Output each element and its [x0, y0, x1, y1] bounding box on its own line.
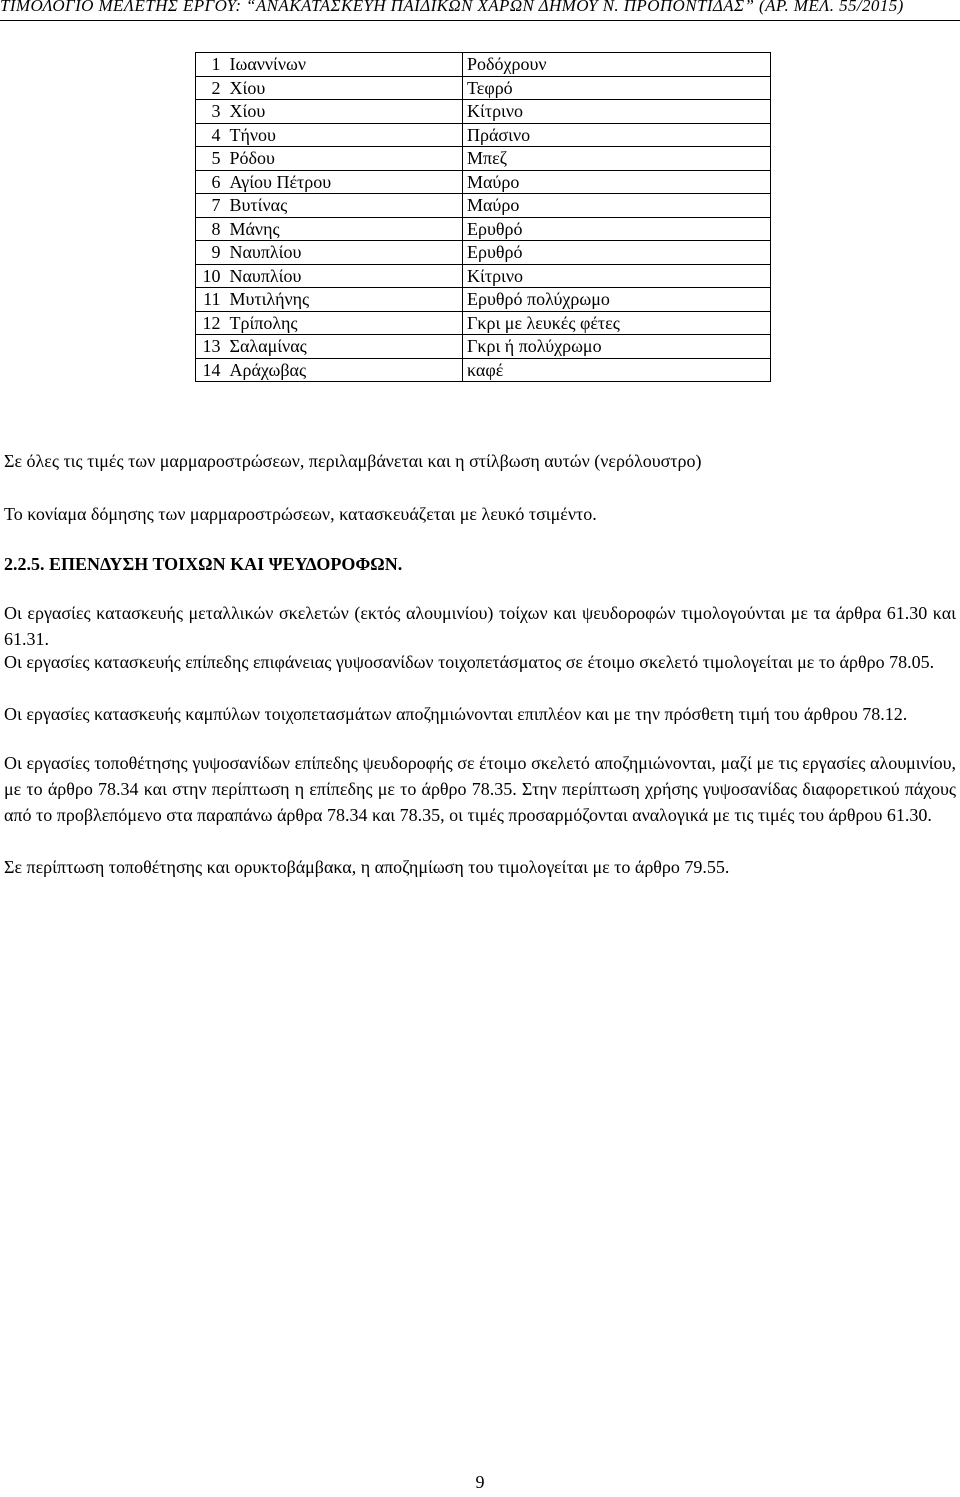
marble-color: Μαύρο — [463, 170, 771, 194]
page-number: 9 — [475, 1472, 485, 1492]
quarry-name: Αράχωβας — [226, 358, 463, 382]
table-row — [196, 123, 771, 147]
table-row — [196, 53, 771, 77]
marble-color: Γκρι με λευκές φέτες — [463, 311, 771, 335]
quarry-name: Αγίου Πέτρου — [226, 170, 463, 194]
quarry-name: Ιωαννίνων — [226, 53, 463, 77]
table-row — [196, 311, 771, 335]
quarry-name: Μάνης — [226, 217, 463, 241]
row-number: 9 — [196, 241, 226, 265]
paragraph-mineral-wool: Σε περίπτωση τοποθέτησης και ορυκτοβάμβακα, η αποζημίωση του τιμολογείται με το άρθρο 79.55. — [4, 857, 730, 877]
marble-color: Μαύρο — [463, 194, 771, 218]
marble-color: Ερυθρό — [463, 241, 771, 265]
row-number: 7 — [196, 194, 226, 218]
row-number: 2 — [196, 76, 226, 100]
table-row — [196, 170, 771, 194]
marble-color: Μπεζ — [463, 147, 771, 171]
row-number: 8 — [196, 217, 226, 241]
table-body — [196, 53, 771, 382]
row-number: 3 — [196, 100, 226, 124]
table-row — [196, 335, 771, 359]
quarry-name: Χίου — [226, 76, 463, 100]
marble-color: Ερυθρό πολύχρωμο — [463, 288, 771, 312]
header-rule — [0, 20, 960, 21]
quarry-name: Τρίπολης — [226, 311, 463, 335]
quarry-name: Μυτιλήνης — [226, 288, 463, 312]
quarry-name: Τήνου — [226, 123, 463, 147]
marble-color: Τεφρό — [463, 76, 771, 100]
row-number: 4 — [196, 123, 226, 147]
row-number: 12 — [196, 311, 226, 335]
row-number: 5 — [196, 147, 226, 171]
quarry-name: Βυτίνας — [226, 194, 463, 218]
table-row — [196, 288, 771, 312]
table-row — [196, 147, 771, 171]
paragraph-metal-frames: Οι εργασίες κατασκευής μεταλλικών σκελετών (εκτός αλουμινίου) τοίχων και ψευδοροφών τιμολογούνται με τα άρθρα 61.30 και 61.31. — [4, 603, 956, 649]
table-row — [196, 217, 771, 241]
paragraph-ceiling: Οι εργασίες τοποθέτησης γυψοσανίδων επίπεδης ψευδοροφής σε έτοιμο σκελετό αποζημιώνονται, μαζί με τις εργασίες αλουμινίου, με το άρθρο 78.34 και στην περίπτωση η επίπεδης με το άρθρο 78.35. Στην περίπτωση χρήσης γυψοσανίδας διαφορετικού πάχους από το προβλεπόμενο στα παραπάνω άρθρα 78.34 και 78.35, οι τιμές προσαρμόζονται αναλογικά με τις τιμές του άρθρου 61.30. — [4, 753, 956, 825]
row-number: 13 — [196, 335, 226, 359]
page-header: ΤΙΜΟΛΟΓΙΟ ΜΕΛΕΤΗΣ ΕΡΓΟΥ: “ΑΝΑΚΑΤΑΣΚΕΥΗ ΠΑΙΔΙΚΩΝ ΧΑΡΩΝ ΔΗΜΟΥ Ν. ΠΡΟΠΟΝΤΙΔΑΣ” (ΑΡ. ΜΕΛ. 55/2015) — [0, 0, 904, 15]
row-number: 10 — [196, 264, 226, 288]
section-heading: 2.2.5. ΕΠΕΝΔΥΣΗ ΤΟΙΧΩΝ ΚΑΙ ΨΕΥΔΟΡΟΦΩΝ. — [4, 554, 403, 574]
table-row — [196, 264, 771, 288]
marble-color: Ερυθρό — [463, 217, 771, 241]
table-row — [196, 76, 771, 100]
paragraph-wall-panels: Οι εργασίες κατασκευής επίπεδης επιφάνειας γυψοσανίδων τοιχοπετάσματος σε έτοιμο σκελετό τιμολογείται με το άρθρο 78.05. — [4, 652, 935, 672]
note-polishing: Σε όλες τις τιμές των μαρμαροστρώσεων, περιλαμβάνεται και η στίλβωση αυτών (νερόλουστρο) — [4, 451, 702, 471]
row-number: 11 — [196, 288, 226, 312]
quarry-name: Ρόδου — [226, 147, 463, 171]
row-number: 14 — [196, 358, 226, 382]
quarry-name: Σαλαμίνας — [226, 335, 463, 359]
table-row — [196, 100, 771, 124]
table-row — [196, 358, 771, 382]
quarry-name: Ναυπλίου — [226, 241, 463, 265]
table-row — [196, 241, 771, 265]
marble-types-table — [195, 52, 771, 382]
marble-color: Ροδόχρουν — [463, 53, 771, 77]
marble-color: Κίτρινο — [463, 100, 771, 124]
row-number: 6 — [196, 170, 226, 194]
quarry-name: Ναυπλίου — [226, 264, 463, 288]
table-row — [196, 194, 771, 218]
marble-color: καφέ — [463, 358, 771, 382]
marble-color: Πράσινο — [463, 123, 771, 147]
paragraph-curved-panels: Οι εργασίες κατασκευής καμπύλων τοιχοπετασμάτων αποζημιώνονται επιπλέον και με την πρόσθετη τιμή του άρθρου 78.12. — [4, 704, 908, 724]
row-number: 1 — [196, 53, 226, 77]
marble-color: Γκρι ή πολύχρωμο — [463, 335, 771, 359]
marble-color: Κίτρινο — [463, 264, 771, 288]
quarry-name: Χίου — [226, 100, 463, 124]
note-mortar: Το κονίαμα δόμησης των μαρμαροστρώσεων, κατασκευάζεται με λευκό τσιμέντο. — [4, 504, 597, 524]
